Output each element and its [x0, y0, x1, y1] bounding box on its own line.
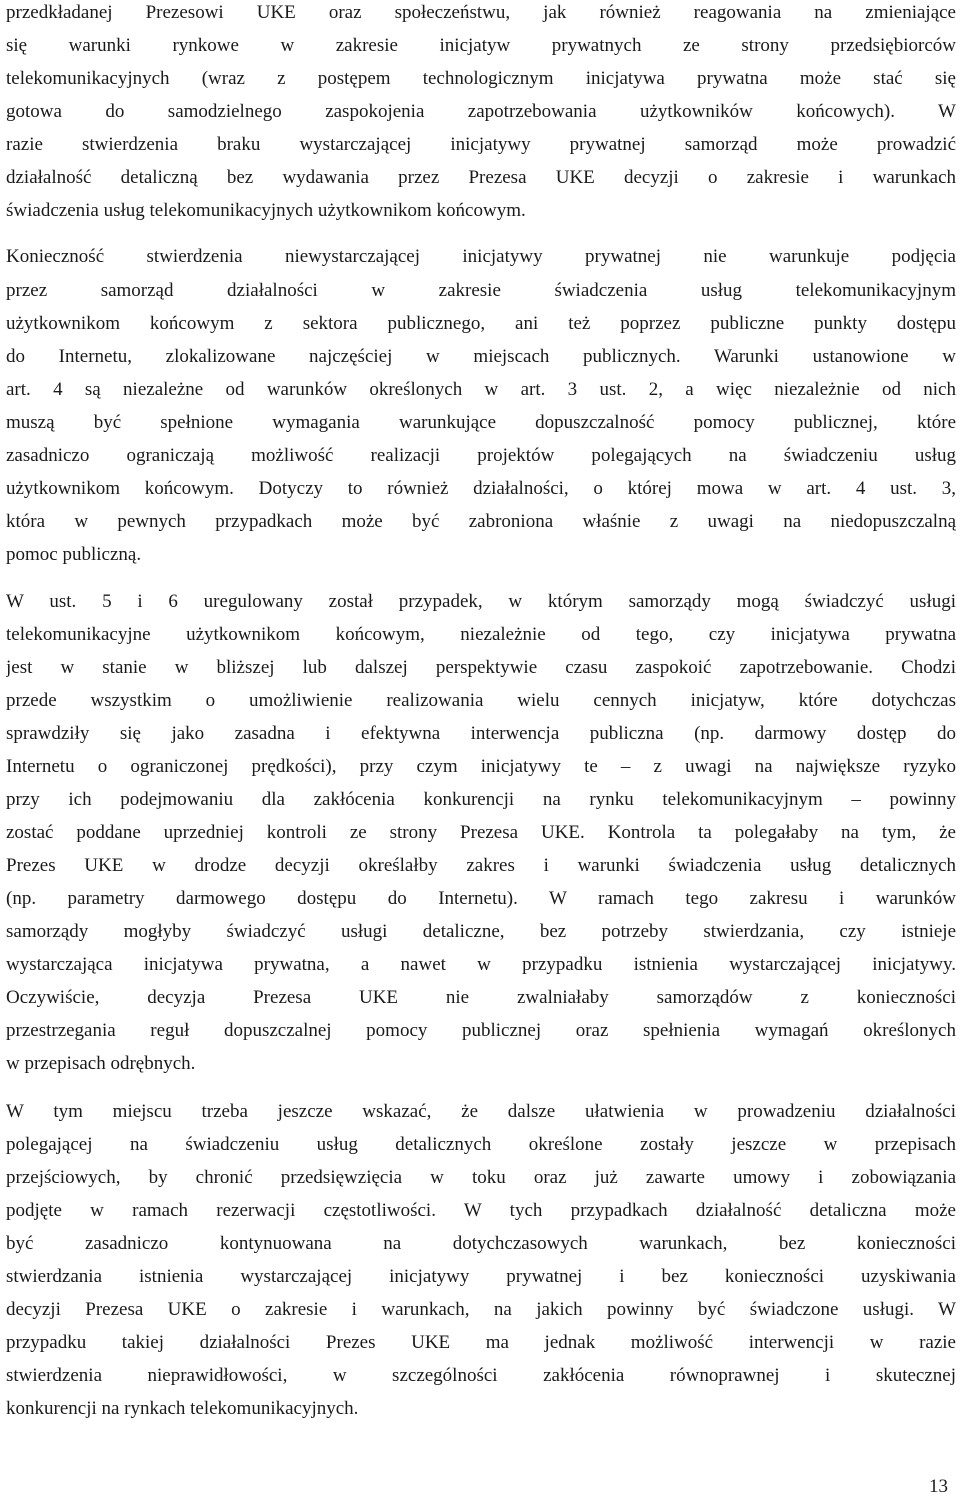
text-line: przestrzegania reguł dopuszczalnej pomocy publicznej oraz spełnienia wymagań określonych: [6, 1020, 956, 1041]
page-number: 13: [929, 1476, 948, 1497]
text-line: (np. parametry darmowego dostępu do Internetu). W ramach tego zakresu i warunków: [6, 888, 956, 909]
text-line: polegającej na świadczeniu usług detalicznych określone zostały jeszcze w przepisach: [6, 1134, 956, 1155]
text-line: Oczywiście, decyzja Prezesa UKE nie zwalniałaby samorządów z konieczności: [6, 987, 956, 1008]
text-line: podjęte w ramach rezerwacji częstotliwości. W tych przypadkach działalność detaliczna może: [6, 1200, 956, 1221]
text-line: zostać poddane uprzedniej kontroli ze strony Prezesa UKE. Kontrola ta polegałaby na tym, że: [6, 822, 956, 843]
text-line: przede wszystkim o umożliwienie realizowania wielu cennych inicjatyw, które dotychczas: [6, 690, 956, 711]
text-line: przez samorząd działalności w zakresie świadczenia usług telekomunikacyjnym: [6, 280, 956, 301]
document-page: [6, 0, 956, 1501]
text-line: Internetu o ograniczonej prędkości), przy czym inicjatywy te – z uwagi na największe ryzyko: [6, 756, 956, 777]
text-line: użytkownikom końcowym. Dotyczy to również działalności, o której mowa w art. 4 ust. 3,: [6, 478, 956, 499]
text-line: razie stwierdzenia braku wystarczającej inicjatywy prywatnej samorząd może prowadzić: [6, 134, 956, 155]
text-line: przedkładanej Prezesowi UKE oraz społeczeństwu, jak również reagowania na zmieniające: [6, 2, 956, 23]
text-line: gotowa do samodzielnego zaspokojenia zapotrzebowania użytkowników końcowych). W: [6, 101, 956, 122]
text-line: pomoc publiczną.: [6, 544, 142, 565]
text-line: w przepisach odrębnych.: [6, 1053, 196, 1074]
text-line: art. 4 są niezależne od warunków określonych w art. 3 ust. 2, a więc niezależnie od nich: [6, 379, 956, 400]
text-line: telekomunikacyjne użytkownikom końcowym, niezależnie od tego, czy inicjatywa prywatna: [6, 624, 956, 645]
text-line: W tym miejscu trzeba jeszcze wskazać, że dalsze ułatwienia w prowadzeniu działalności: [6, 1101, 956, 1122]
text-line: sprawdziły się jako zasadna i efektywna interwencja publiczna (np. darmowy dostęp do: [6, 723, 956, 744]
text-line: W ust. 5 i 6 uregulowany został przypadek, w którym samorządy mogą świadczyć usługi: [6, 591, 956, 612]
text-line: działalność detaliczną bez wydawania przez Prezesa UKE decyzji o zakresie i warunkach: [6, 167, 956, 188]
text-line: samorządy mogłyby świadczyć usługi detaliczne, bez potrzeby stwierdzania, czy istnieje: [6, 921, 956, 942]
text-line: decyzji Prezesa UKE o zakresie i warunkach, na jakich powinny być świadczone usługi. W: [6, 1299, 956, 1320]
text-line: być zasadniczo kontynuowana na dotychczasowych warunkach, bez konieczności: [6, 1233, 956, 1254]
text-line: świadczenia usług telekomunikacyjnych użytkownikom końcowym.: [6, 200, 526, 221]
text-line: się warunki rynkowe w zakresie inicjatyw prywatnych ze strony przedsiębiorców: [6, 35, 956, 56]
text-line: Prezes UKE w drodze decyzji określałby zakres i warunki świadczenia usług detalicznych: [6, 855, 956, 876]
text-line: jest w stanie w bliższej lub dalszej perspektywie czasu zaspokoić zapotrzebowanie. Chodzi: [6, 657, 956, 678]
text-line: zasadniczo ograniczają możliwość realizacji projektów polegających na świadczeniu usług: [6, 445, 956, 466]
text-line: użytkownikom końcowym z sektora publicznego, ani też poprzez publiczne punkty dostępu: [6, 313, 956, 334]
text-line: przejściowych, by chronić przedsięwzięcia w toku oraz już zawarte umowy i zobowiązania: [6, 1167, 956, 1188]
text-line: stwierdzania istnienia wystarczającej inicjatywy prywatnej i bez konieczności uzyskiwania: [6, 1266, 956, 1287]
text-line: wystarczająca inicjatywa prywatna, a nawet w przypadku istnienia wystarczającej inicjatywy.: [6, 954, 956, 975]
text-line: konkurencji na rynkach telekomunikacyjnych.: [6, 1398, 359, 1419]
text-line: przypadku takiej działalności Prezes UKE ma jednak możliwość interwencji w razie: [6, 1332, 956, 1353]
text-line: telekomunikacyjnych (wraz z postępem technologicznym inicjatywa prywatna może stać się: [6, 68, 956, 89]
text-line: która w pewnych przypadkach może być zabroniona właśnie z uwagi na niedopuszczalną: [6, 511, 956, 532]
text-line: przy ich podejmowaniu dla zakłócenia konkurencji na rynku telekomunikacyjnym – powinny: [6, 789, 956, 810]
text-line: muszą być spełnione wymagania warunkujące dopuszczalność pomocy publicznej, które: [6, 412, 956, 433]
text-line: do Internetu, zlokalizowane najczęściej w miejscach publicznych. Warunki ustanowione w: [6, 346, 956, 367]
text-line: Konieczność stwierdzenia niewystarczającej inicjatywy prywatnej nie warunkuje podjęcia: [6, 246, 956, 267]
text-line: stwierdzenia nieprawidłowości, w szczególności zakłócenia równoprawnej i skutecznej: [6, 1365, 956, 1386]
